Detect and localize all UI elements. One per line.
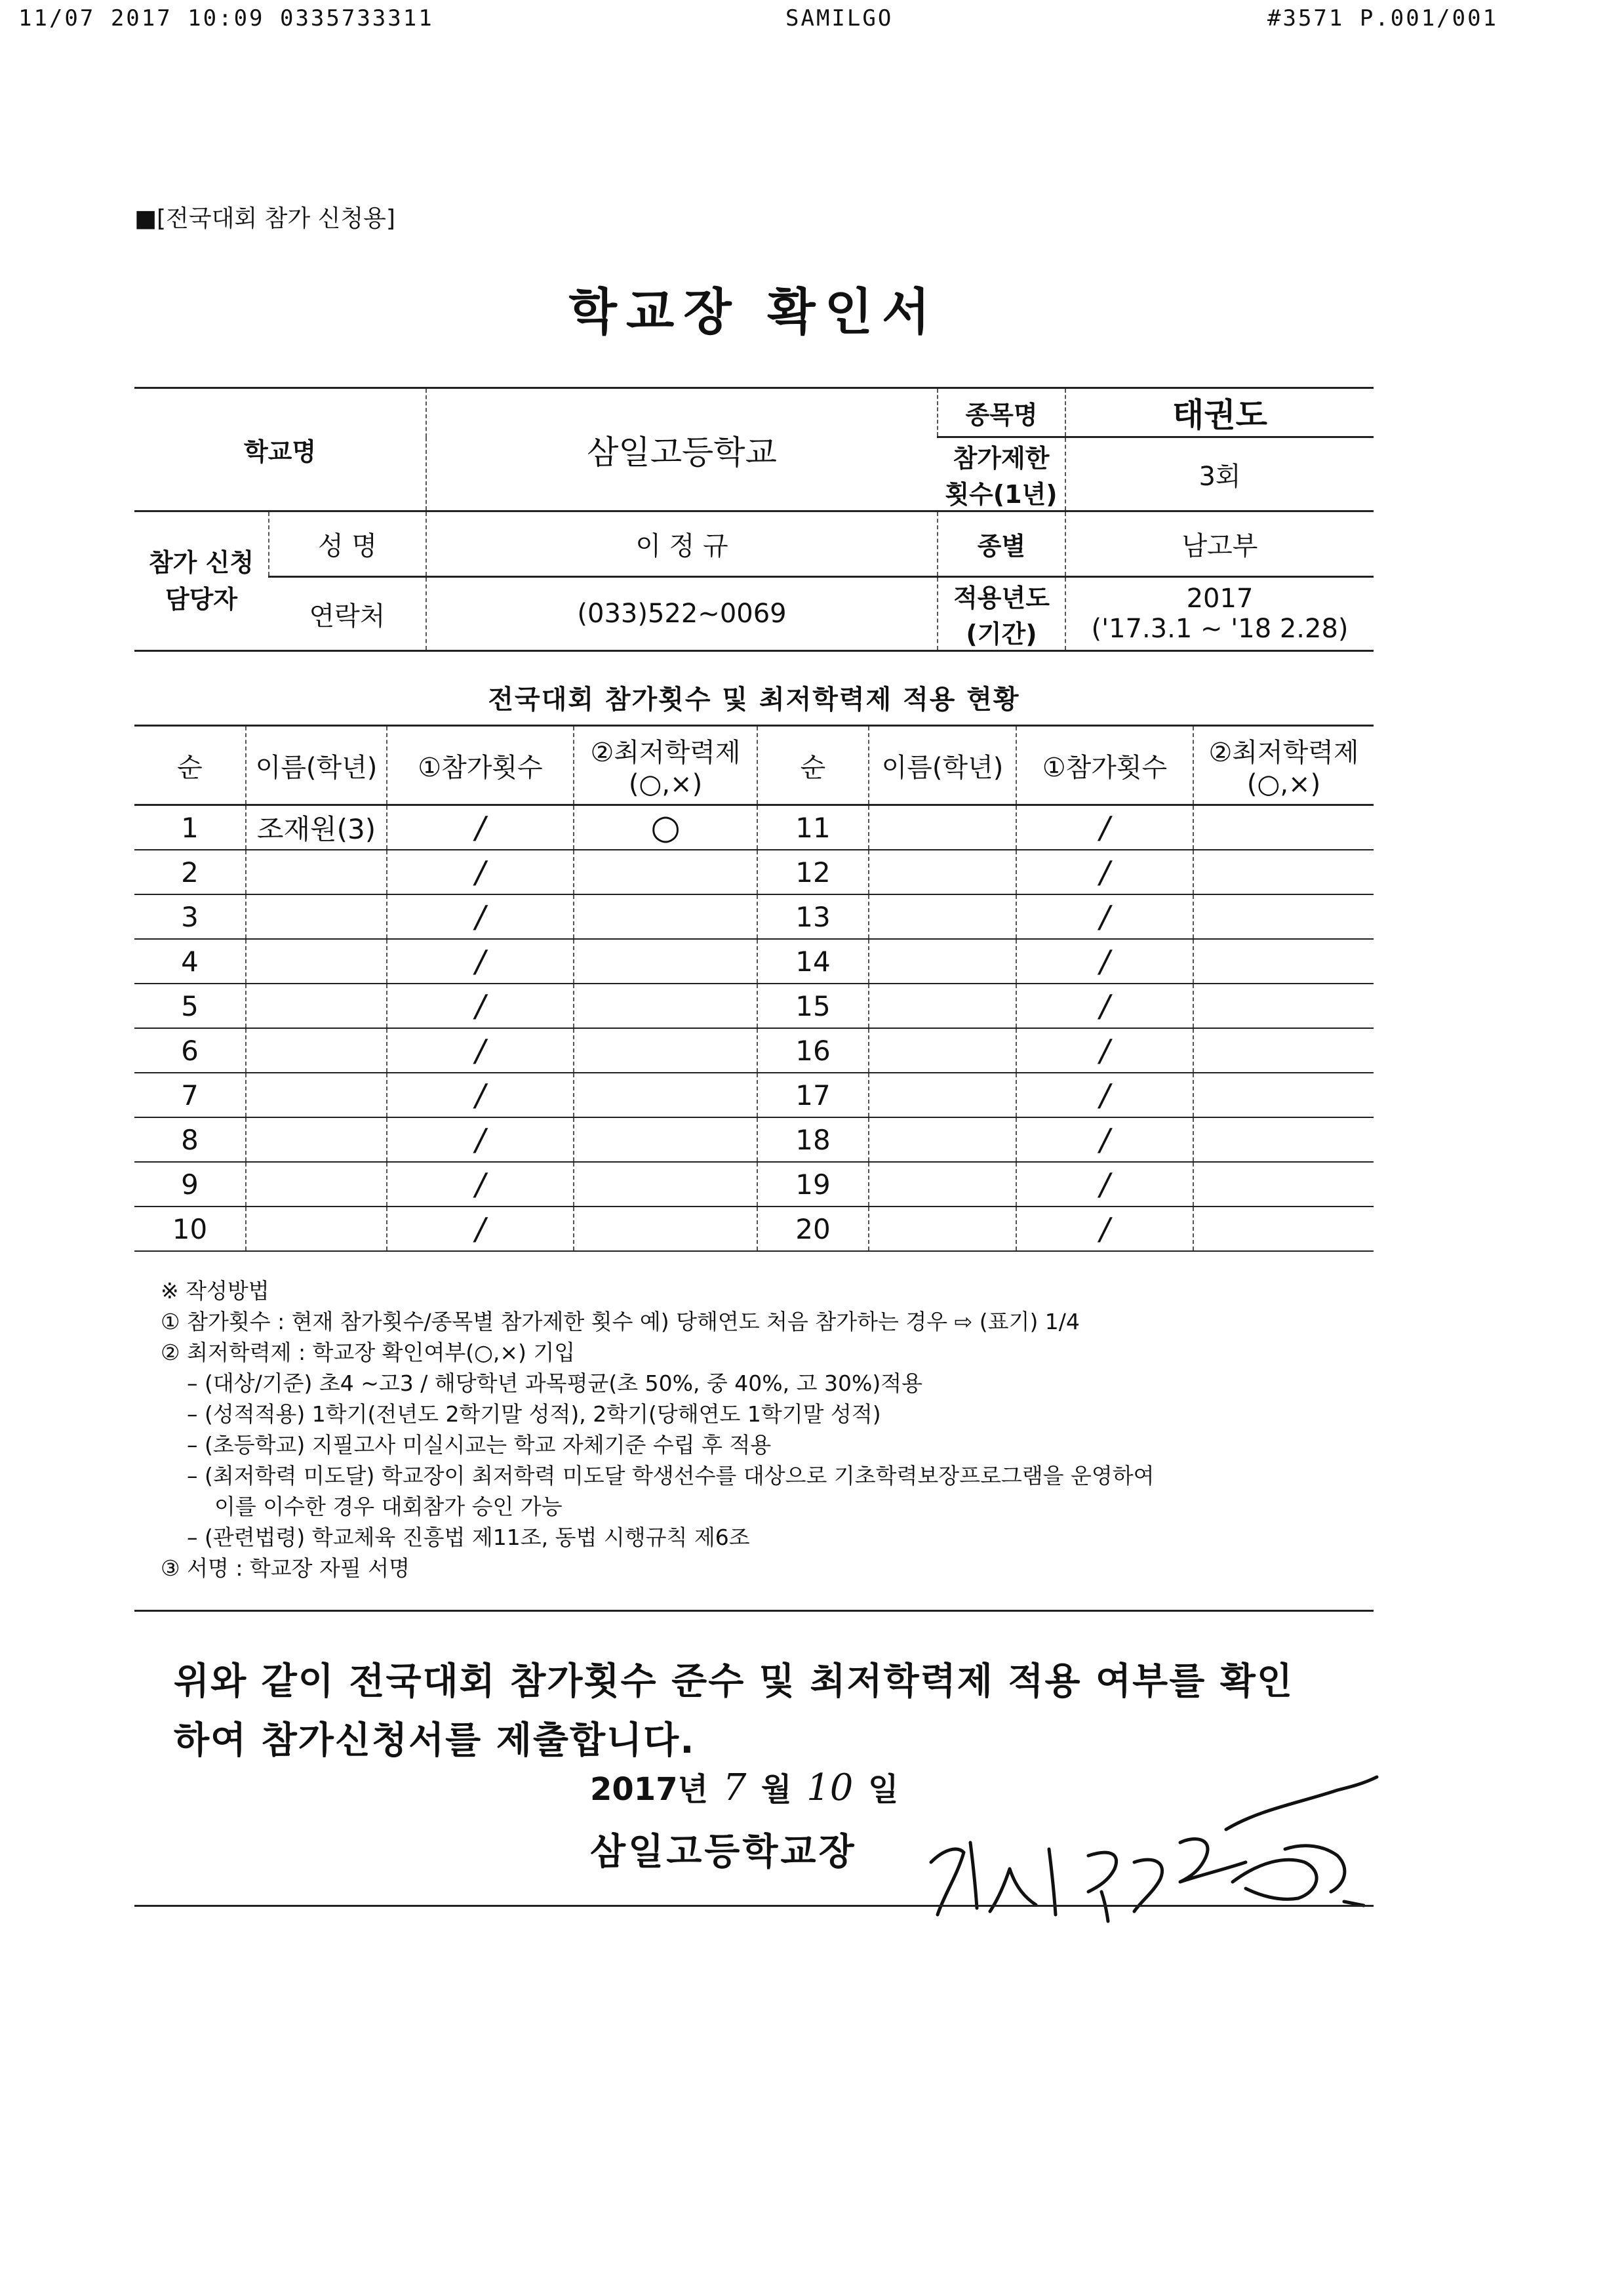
- seq-cell: 20: [757, 1207, 869, 1251]
- section-title: 전국대회 참가횟수 및 최저학력제 적용 현황: [488, 685, 1020, 715]
- minimum-cell: [1193, 1207, 1374, 1251]
- fax-header-right: #3571 P.001/001: [1267, 5, 1499, 31]
- declaration-line: 하여 참가신청서를 제출합니다.: [174, 1719, 696, 1762]
- header-minimum-2: ②최저학력제 (○,×): [1193, 726, 1374, 805]
- minimum-cell: [1193, 850, 1374, 894]
- divider: [134, 1905, 1374, 1907]
- name-label: 성 명: [269, 511, 426, 577]
- form-tag: ■[전국대회 참가 신청용]: [134, 205, 395, 232]
- seq-cell: 7: [134, 1073, 246, 1117]
- name-cell: 조재원(3): [246, 805, 387, 850]
- seq-cell: 16: [757, 1028, 869, 1073]
- document-title: 학교장 확인서: [568, 283, 940, 341]
- date-day: 10: [806, 1766, 854, 1809]
- minimum-cell: [574, 850, 757, 894]
- count-cell: /: [1016, 1028, 1193, 1073]
- header-name-2: 이름(학년): [869, 726, 1016, 805]
- minimum-cell: [574, 1073, 757, 1117]
- count-cell: /: [387, 894, 574, 939]
- seq-cell: 10: [134, 1207, 246, 1251]
- count-cell: /: [387, 984, 574, 1028]
- year-cell: [1065, 577, 1374, 651]
- seq-cell: 13: [757, 894, 869, 939]
- minimum-cell: [1193, 1073, 1374, 1117]
- year-label: 적용년도 (기간): [938, 577, 1065, 651]
- seq-cell: 9: [134, 1162, 246, 1207]
- count-cell: /: [1016, 1207, 1193, 1251]
- handwritten-signature: [918, 1764, 1390, 1934]
- date-line: [590, 1764, 899, 1809]
- count-cell: /: [387, 1073, 574, 1117]
- name-cell: [246, 894, 387, 939]
- minimum-cell: [574, 1028, 757, 1073]
- method-line: – (관련법령) 학교체육 진흥법 제11조, 동법 시행규칙 제6조: [187, 1525, 750, 1550]
- name-cell: [246, 1117, 387, 1162]
- count-cell: /: [387, 805, 574, 850]
- count-cell: /: [387, 939, 574, 984]
- header-count-1: ①참가횟수: [387, 726, 574, 805]
- header-seq-2: 순: [757, 726, 869, 805]
- info-table: [134, 387, 1374, 652]
- count-cell: /: [1016, 850, 1193, 894]
- name-cell: [246, 850, 387, 894]
- minimum-cell: [574, 1117, 757, 1162]
- name-cell: [246, 1073, 387, 1117]
- seq-cell: 14: [757, 939, 869, 984]
- table-row: [134, 1207, 1374, 1251]
- method-line: 이를 이수한 경우 대회참가 승인 가능: [214, 1494, 563, 1519]
- seq-cell: 6: [134, 1028, 246, 1073]
- seq-cell: 3: [134, 894, 246, 939]
- count-cell: /: [387, 1162, 574, 1207]
- method-line: ① 참가횟수 : 현재 참가횟수/종목별 참가제한 횟수 예) 당해연도 처음 참가하는 경우 ⇨ (표기) 1/4: [161, 1309, 1080, 1334]
- count-cell: /: [1016, 805, 1193, 850]
- minimum-cell: [1193, 1028, 1374, 1073]
- declaration-line: 위와 같이 전국대회 참가횟수 준수 및 최저학력제 적용 여부를 확인: [174, 1660, 1294, 1703]
- table-row: [134, 850, 1374, 894]
- seq-cell: 15: [757, 984, 869, 1028]
- divider: [134, 1610, 1374, 1612]
- count-cell: /: [387, 1207, 574, 1251]
- minimum-cell: [1193, 939, 1374, 984]
- roster-table: [134, 725, 1374, 1252]
- sport-label: 종목명: [938, 388, 1065, 437]
- school-value: 삼일고등학교: [426, 388, 938, 511]
- method-line: ② 최저학력제 : 학교장 확인여부(○,×) 기입: [161, 1340, 576, 1365]
- name-cell: [869, 1028, 1016, 1073]
- name-cell: [869, 984, 1016, 1028]
- name-cell: [869, 850, 1016, 894]
- seq-cell: 5: [134, 984, 246, 1028]
- count-cell: /: [387, 850, 574, 894]
- table-row: [134, 1117, 1374, 1162]
- minimum-cell: [574, 894, 757, 939]
- method-line: – (대상/기준) 초4 ~고3 / 해당학년 과목평균(초 50%, 중 40%, 고 30%)적용: [187, 1370, 922, 1396]
- date-year: 2017년: [590, 1771, 708, 1808]
- date-month: 7: [723, 1766, 747, 1809]
- table-row: [134, 805, 1374, 850]
- minimum-cell: [574, 1207, 757, 1251]
- count-cell: /: [1016, 1162, 1193, 1207]
- division-label: 종별: [938, 511, 1065, 577]
- year-value: 2017: [1186, 584, 1254, 614]
- seq-cell: 11: [757, 805, 869, 850]
- school-label: 학교명: [134, 388, 426, 511]
- division-value: 남고부: [1065, 511, 1374, 577]
- header-minimum-1: ②최저학력제 (○,×): [574, 726, 757, 805]
- table-row: [134, 1162, 1374, 1207]
- sport-value: 태권도: [1065, 388, 1374, 437]
- name-cell: [246, 984, 387, 1028]
- seq-cell: 8: [134, 1117, 246, 1162]
- phone-label: 연락처: [269, 577, 426, 651]
- date-month-unit: 월: [761, 1771, 792, 1808]
- minimum-cell: [1193, 894, 1374, 939]
- table-row: [134, 984, 1374, 1028]
- seq-cell: 18: [757, 1117, 869, 1162]
- name-cell: [246, 939, 387, 984]
- count-cell: /: [1016, 1117, 1193, 1162]
- seq-cell: 4: [134, 939, 246, 984]
- name-cell: [869, 939, 1016, 984]
- method-line: – (초등학교) 지필고사 미실시교는 학교 자체기준 수립 후 적용: [187, 1432, 772, 1458]
- table-row: [134, 1028, 1374, 1073]
- limit-label: 참가제한 횟수(1년): [938, 437, 1065, 511]
- method-line: – (성적적용) 1학기(전년도 2학기말 성적), 2학기(당해연도 1학기말 성적): [187, 1401, 881, 1427]
- seq-cell: 19: [757, 1162, 869, 1207]
- count-cell: /: [1016, 939, 1193, 984]
- name-cell: [869, 1207, 1016, 1251]
- name-cell: [246, 1207, 387, 1251]
- name-cell: [869, 1073, 1016, 1117]
- count-cell: /: [1016, 894, 1193, 939]
- seq-cell: 1: [134, 805, 246, 850]
- minimum-cell: [1193, 1117, 1374, 1162]
- contact-group-label: 참가 신청 담당자: [134, 511, 269, 651]
- count-cell: /: [387, 1028, 574, 1073]
- method-line: ③ 서명 : 학교장 자필 서명: [161, 1555, 410, 1581]
- count-cell: /: [1016, 984, 1193, 1028]
- fax-header-center: SAMILGO: [785, 5, 894, 31]
- declaration: [174, 1652, 1367, 1770]
- period-value: ('17.3.1 ~ '18 2.28): [1091, 614, 1349, 644]
- minimum-cell: [574, 1162, 757, 1207]
- phone-value: (033)522~0069: [426, 577, 938, 651]
- seq-cell: 2: [134, 850, 246, 894]
- name-cell: [869, 805, 1016, 850]
- name-cell: [869, 1117, 1016, 1162]
- limit-value: 3회: [1065, 437, 1374, 511]
- method-heading: ※ 작성방법: [161, 1278, 269, 1304]
- minimum-cell: [1193, 1162, 1374, 1207]
- table-row: [134, 1073, 1374, 1117]
- table-row: [134, 894, 1374, 939]
- minimum-cell: ○: [574, 805, 757, 850]
- name-cell: [869, 894, 1016, 939]
- seq-cell: 12: [757, 850, 869, 894]
- fax-header-left: 11/07 2017 10:09 0335733311: [18, 5, 434, 31]
- name-cell: [246, 1028, 387, 1073]
- principal-name: 삼일고등학교장: [590, 1831, 857, 1873]
- minimum-cell: [1193, 805, 1374, 850]
- minimum-cell: [574, 984, 757, 1028]
- count-cell: /: [1016, 1073, 1193, 1117]
- minimum-cell: [1193, 984, 1374, 1028]
- header-count-2: ①참가횟수: [1016, 726, 1193, 805]
- table-row: [134, 939, 1374, 984]
- writing-method: [161, 1275, 1374, 1584]
- minimum-cell: [574, 939, 757, 984]
- name-cell: [869, 1162, 1016, 1207]
- seq-cell: 17: [757, 1073, 869, 1117]
- count-cell: /: [387, 1117, 574, 1162]
- date-day-unit: 일: [868, 1771, 899, 1808]
- header-name-1: 이름(학년): [246, 726, 387, 805]
- method-line: – (최저학력 미도달) 학교장이 최저학력 미도달 학생선수를 대상으로 기초학력보장프로그램을 운영하여: [187, 1463, 1155, 1488]
- header-seq-1: 순: [134, 726, 246, 805]
- name-value: 이 정 규: [426, 511, 938, 577]
- name-cell: [246, 1162, 387, 1207]
